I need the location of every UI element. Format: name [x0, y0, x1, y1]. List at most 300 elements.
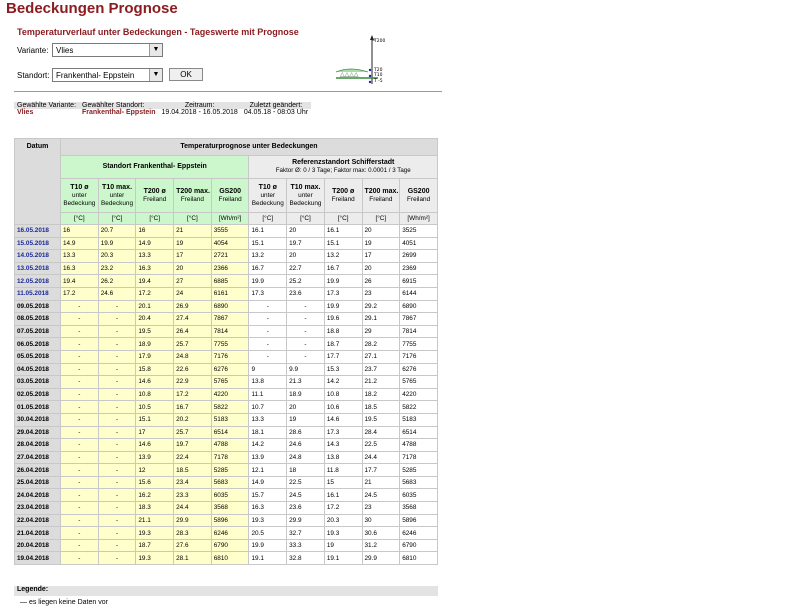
- value-cell: 6514: [400, 426, 438, 439]
- chevron-down-icon[interactable]: ▼: [149, 69, 162, 81]
- table-row: [15, 502, 438, 515]
- value-cell: 20.1: [136, 300, 174, 313]
- value-cell: 19: [174, 237, 212, 250]
- column-header: [249, 179, 287, 213]
- t10-label: T10: [374, 73, 383, 78]
- value-cell: 5765: [400, 376, 438, 389]
- table-row: [15, 439, 438, 452]
- value-cell: 6890: [400, 300, 438, 313]
- value-cell: 25.7: [174, 338, 212, 351]
- value-cell: 13.3: [249, 413, 287, 426]
- value-cell: 32.7: [287, 527, 325, 540]
- value-cell: 10.7: [249, 401, 287, 414]
- table-row: [15, 325, 438, 338]
- value-cell: 3525: [400, 225, 438, 238]
- value-cell: 19.9: [324, 275, 362, 288]
- date-cell: 15.05.2018: [15, 237, 61, 250]
- value-cell: 6035: [400, 489, 438, 502]
- table-row: [15, 476, 438, 489]
- value-cell: 19.1: [249, 552, 287, 565]
- value-cell: -: [98, 426, 136, 439]
- value-cell: 9.9: [287, 363, 325, 376]
- value-cell: 16.3: [61, 262, 99, 275]
- value-cell: 19.9: [249, 275, 287, 288]
- value-cell: -: [61, 338, 99, 351]
- value-cell: 24.8: [174, 350, 212, 363]
- value-cell: 16.3: [249, 502, 287, 515]
- value-cell: 17.3: [249, 287, 287, 300]
- value-cell: 16: [136, 225, 174, 238]
- value-cell: 15.1: [324, 237, 362, 250]
- table-row: [15, 527, 438, 540]
- table-row: [15, 514, 438, 527]
- value-cell: 17.7: [362, 464, 400, 477]
- date-cell: 08.05.2018: [15, 313, 61, 326]
- value-cell: 20.3: [98, 250, 136, 263]
- value-cell: 14.9: [249, 476, 287, 489]
- t20-label: T20: [374, 68, 383, 73]
- column-header: [324, 179, 362, 213]
- value-cell: 2369: [400, 262, 438, 275]
- value-cell: 18.5: [362, 401, 400, 414]
- value-cell: 2721: [211, 250, 249, 263]
- value-cell: 14.2: [249, 439, 287, 452]
- value-cell: 18.9: [287, 388, 325, 401]
- value-cell: 17.3: [324, 426, 362, 439]
- value-cell: 16.7: [249, 262, 287, 275]
- value-cell: 5285: [211, 464, 249, 477]
- value-cell: -: [98, 338, 136, 351]
- value-cell: 4051: [400, 237, 438, 250]
- value-cell: 30.6: [362, 527, 400, 540]
- value-cell: 22.7: [287, 262, 325, 275]
- table-row: [15, 426, 438, 439]
- value-cell: 28.3: [174, 527, 212, 540]
- value-cell: 7814: [211, 325, 249, 338]
- value-cell: 13.2: [249, 250, 287, 263]
- value-cell: 13.3: [61, 250, 99, 263]
- value-cell: 18.7: [324, 338, 362, 351]
- value-cell: 28.1: [174, 552, 212, 565]
- value-cell: -: [61, 376, 99, 389]
- value-cell: 7867: [400, 313, 438, 326]
- value-cell: 29.1: [362, 313, 400, 326]
- value-cell: 9: [249, 363, 287, 376]
- value-cell: 22.5: [362, 439, 400, 452]
- value-cell: 19: [362, 237, 400, 250]
- table-row: [15, 350, 438, 363]
- datum-header: Datum: [15, 139, 61, 225]
- value-cell: -: [98, 350, 136, 363]
- unit-header: [Wh/m²]: [400, 213, 438, 225]
- value-cell: 7755: [211, 338, 249, 351]
- column-header: [211, 179, 249, 213]
- table-row: [15, 338, 438, 351]
- value-cell: 16.2: [136, 489, 174, 502]
- value-cell: 19.7: [287, 237, 325, 250]
- value-cell: 24.6: [98, 287, 136, 300]
- unit-header: [°C]: [324, 213, 362, 225]
- value-cell: 18.3: [136, 502, 174, 515]
- value-cell: 14.9: [136, 237, 174, 250]
- value-cell: 27.1: [362, 350, 400, 363]
- value-cell: -: [249, 300, 287, 313]
- unit-header: [°C]: [287, 213, 325, 225]
- value-cell: -: [61, 300, 99, 313]
- column-header-line: Bedeckung: [63, 199, 96, 207]
- table-row: [15, 287, 438, 300]
- value-cell: 24.8: [287, 451, 325, 464]
- value-cell: 21: [174, 225, 212, 238]
- value-cell: 19: [287, 413, 325, 426]
- standort-label: Standort:: [17, 71, 50, 80]
- value-cell: 23.6: [287, 502, 325, 515]
- date-cell: 09.05.2018: [15, 300, 61, 313]
- info-value: 19.04.2018 - 16.05.2018: [161, 109, 238, 116]
- value-cell: -: [98, 313, 136, 326]
- value-cell: 28.6: [287, 426, 325, 439]
- value-cell: 5822: [211, 401, 249, 414]
- date-cell: 13.05.2018: [15, 262, 61, 275]
- value-cell: -: [61, 464, 99, 477]
- value-cell: 29: [362, 325, 400, 338]
- value-cell: -: [61, 426, 99, 439]
- value-cell: 7814: [400, 325, 438, 338]
- value-cell: 28.2: [362, 338, 400, 351]
- value-cell: 5822: [400, 401, 438, 414]
- value-cell: -: [61, 489, 99, 502]
- value-cell: 6035: [211, 489, 249, 502]
- value-cell: 19.5: [136, 325, 174, 338]
- value-cell: 4788: [400, 439, 438, 452]
- date-cell: 19.04.2018: [15, 552, 61, 565]
- value-cell: -: [287, 300, 325, 313]
- date-cell: 07.05.2018: [15, 325, 61, 338]
- unit-header: [°C]: [174, 213, 212, 225]
- column-header-line: T10 ø: [70, 184, 89, 192]
- value-cell: 24.4: [362, 451, 400, 464]
- date-cell: 11.05.2018: [15, 287, 61, 300]
- value-cell: -: [287, 325, 325, 338]
- value-cell: -: [98, 376, 136, 389]
- value-cell: -: [98, 464, 136, 477]
- table-row: [15, 225, 438, 238]
- value-cell: 3568: [400, 502, 438, 515]
- value-cell: 21.3: [287, 376, 325, 389]
- value-cell: 22.5: [287, 476, 325, 489]
- table-row: [15, 413, 438, 426]
- value-cell: 5683: [400, 476, 438, 489]
- legend-title: Legende:: [14, 586, 438, 596]
- value-cell: 20: [362, 262, 400, 275]
- table-row: [15, 363, 438, 376]
- value-cell: 19.9: [98, 237, 136, 250]
- table-row: [15, 464, 438, 477]
- value-cell: -: [98, 401, 136, 414]
- value-cell: 27.6: [174, 539, 212, 552]
- value-cell: 27: [174, 275, 212, 288]
- value-cell: -: [98, 300, 136, 313]
- value-cell: 4220: [400, 388, 438, 401]
- value-cell: 19: [324, 539, 362, 552]
- value-cell: -: [98, 514, 136, 527]
- value-cell: -: [98, 451, 136, 464]
- table-row: [15, 250, 438, 263]
- value-cell: 19.6: [324, 313, 362, 326]
- column-header-line: Freiland: [180, 195, 204, 203]
- value-cell: 4220: [211, 388, 249, 401]
- value-cell: 19.3: [136, 552, 174, 565]
- value-cell: 7178: [211, 451, 249, 464]
- value-cell: 14.2: [324, 376, 362, 389]
- date-cell: 04.05.2018: [15, 363, 61, 376]
- date-cell: 29.04.2018: [15, 426, 61, 439]
- value-cell: 24.6: [287, 439, 325, 452]
- value-cell: 5183: [211, 413, 249, 426]
- value-cell: 20.3: [324, 514, 362, 527]
- table-row: [15, 539, 438, 552]
- column-header-line: T200 max.: [176, 187, 210, 195]
- column-header-line: GS200: [407, 187, 430, 195]
- value-cell: 20: [362, 225, 400, 238]
- value-cell: -: [249, 350, 287, 363]
- date-cell: 01.05.2018: [15, 401, 61, 414]
- value-cell: 20: [287, 401, 325, 414]
- value-cell: -: [61, 502, 99, 515]
- unit-header: [°C]: [249, 213, 287, 225]
- forecast-table: [14, 138, 438, 565]
- date-cell: 06.05.2018: [15, 338, 61, 351]
- value-cell: 15.8: [136, 363, 174, 376]
- value-cell: 13.9: [136, 451, 174, 464]
- value-cell: 4788: [211, 439, 249, 452]
- value-cell: 13.8: [249, 376, 287, 389]
- table-row: [15, 300, 438, 313]
- value-cell: -: [61, 401, 99, 414]
- value-cell: 13.3: [136, 250, 174, 263]
- t200-label: T200: [374, 39, 386, 44]
- value-cell: 7755: [400, 338, 438, 351]
- value-cell: -: [98, 476, 136, 489]
- date-cell: 14.05.2018: [15, 250, 61, 263]
- column-header-line: unter: [298, 192, 313, 200]
- value-cell: 5765: [211, 376, 249, 389]
- value-cell: 16.7: [174, 401, 212, 414]
- value-cell: -: [61, 552, 99, 565]
- value-cell: 6144: [400, 287, 438, 300]
- value-cell: 6276: [211, 363, 249, 376]
- faktor-text: Faktor Ø: 0 / 3 Tage; Faktor max: 0.0001 / 3 Tage: [275, 167, 411, 175]
- standort-select[interactable]: [52, 68, 163, 82]
- value-cell: 10.8: [136, 388, 174, 401]
- value-cell: 2366: [211, 262, 249, 275]
- value-cell: 18.1: [249, 426, 287, 439]
- value-cell: 23: [362, 287, 400, 300]
- value-cell: -: [61, 439, 99, 452]
- column-header-line: unter: [72, 192, 87, 200]
- column-header: [400, 179, 438, 213]
- table-row: [15, 489, 438, 502]
- value-cell: 21: [362, 476, 400, 489]
- date-cell: 20.04.2018: [15, 539, 61, 552]
- value-cell: 18.5: [174, 464, 212, 477]
- column-header: [136, 179, 174, 213]
- value-cell: 28.4: [362, 426, 400, 439]
- value-cell: -: [98, 388, 136, 401]
- value-cell: 13.2: [324, 250, 362, 263]
- value-cell: 19.3: [324, 527, 362, 540]
- value-cell: 15.3: [324, 363, 362, 376]
- value-cell: 6276: [400, 363, 438, 376]
- value-cell: -: [61, 476, 99, 489]
- value-cell: 17.2: [136, 287, 174, 300]
- value-cell: 13.9: [249, 451, 287, 464]
- column-header-line: GS200: [219, 187, 241, 195]
- date-cell: 27.04.2018: [15, 451, 61, 464]
- value-cell: -: [287, 350, 325, 363]
- value-cell: 23.7: [362, 363, 400, 376]
- value-cell: 12.1: [249, 464, 287, 477]
- table-row: [15, 451, 438, 464]
- value-cell: 26: [362, 275, 400, 288]
- table-row: [15, 388, 438, 401]
- column-header: [98, 179, 136, 213]
- value-cell: 26.9: [174, 300, 212, 313]
- chevron-down-icon[interactable]: ▼: [149, 44, 162, 56]
- value-cell: -: [98, 439, 136, 452]
- value-cell: 21.1: [136, 514, 174, 527]
- column-header-line: T200 max.: [364, 187, 399, 195]
- value-cell: 17.2: [174, 388, 212, 401]
- column-header-line: unter: [260, 192, 276, 200]
- value-cell: 3568: [211, 502, 249, 515]
- value-cell: 12: [136, 464, 174, 477]
- variante-select[interactable]: [52, 43, 163, 57]
- column-header: [61, 179, 99, 213]
- value-cell: 6915: [400, 275, 438, 288]
- value-cell: 19.4: [136, 275, 174, 288]
- table-row: [15, 237, 438, 250]
- value-cell: 16: [61, 225, 99, 238]
- column-header: [362, 179, 400, 213]
- value-cell: 23: [362, 502, 400, 515]
- value-cell: -: [98, 363, 136, 376]
- page-title: Bedeckungen Prognose: [6, 0, 178, 17]
- variante-value: Vlies: [56, 46, 74, 55]
- value-cell: 22.6: [174, 363, 212, 376]
- value-cell: 27.4: [174, 313, 212, 326]
- value-cell: 5683: [211, 476, 249, 489]
- value-cell: 6810: [400, 552, 438, 565]
- column-header-line: unter: [109, 192, 125, 200]
- value-cell: 18.7: [136, 539, 174, 552]
- page-subtitle: Temperaturverlauf unter Bedeckungen - Tageswerte mit Prognose: [17, 27, 299, 37]
- unit-header: [°C]: [61, 213, 99, 225]
- selection-info: [14, 102, 311, 116]
- unit-header: [Wh/m²]: [211, 213, 249, 225]
- value-cell: -: [98, 489, 136, 502]
- value-cell: 31.2: [362, 539, 400, 552]
- column-header-line: Freiland: [218, 195, 242, 203]
- date-cell: 02.05.2018: [15, 388, 61, 401]
- value-cell: 26.2: [98, 275, 136, 288]
- value-cell: -: [61, 388, 99, 401]
- column-header-line: T10 max.: [102, 184, 133, 192]
- value-cell: 19.3: [136, 527, 174, 540]
- value-cell: 6514: [211, 426, 249, 439]
- value-cell: 15: [324, 476, 362, 489]
- value-cell: 14.6: [136, 376, 174, 389]
- value-cell: 16.1: [324, 489, 362, 502]
- value-cell: 17: [174, 250, 212, 263]
- value-cell: 15.1: [136, 413, 174, 426]
- value-cell: 5285: [400, 464, 438, 477]
- value-cell: 3555: [211, 225, 249, 238]
- value-cell: 19.4: [61, 275, 99, 288]
- value-cell: 24.5: [287, 489, 325, 502]
- value-cell: 6890: [211, 300, 249, 313]
- value-cell: 29.2: [362, 300, 400, 313]
- value-cell: 25.2: [287, 275, 325, 288]
- info-value: Vlies: [17, 109, 34, 116]
- value-cell: 19.1: [324, 552, 362, 565]
- value-cell: -: [249, 325, 287, 338]
- value-cell: -: [61, 514, 99, 527]
- value-cell: 21.2: [362, 376, 400, 389]
- value-cell: -: [61, 313, 99, 326]
- value-cell: 18.2: [362, 388, 400, 401]
- value-cell: 15.7: [249, 489, 287, 502]
- value-cell: 7178: [400, 451, 438, 464]
- column-header: [174, 179, 212, 213]
- date-cell: 30.04.2018: [15, 413, 61, 426]
- value-cell: 17.9: [136, 350, 174, 363]
- column-header-line: Freiland: [407, 195, 431, 203]
- value-cell: 14.6: [136, 439, 174, 452]
- column-header-line: T200 ø: [332, 187, 355, 195]
- value-cell: 18: [287, 464, 325, 477]
- table-row: [15, 401, 438, 414]
- value-cell: 19.9: [249, 539, 287, 552]
- value-cell: 26.4: [174, 325, 212, 338]
- value-cell: -: [61, 350, 99, 363]
- value-cell: -: [98, 539, 136, 552]
- value-cell: 29.9: [287, 514, 325, 527]
- date-cell: 26.04.2018: [15, 464, 61, 477]
- value-cell: 4054: [211, 237, 249, 250]
- info-header: Zuletzt geändert:: [241, 102, 311, 109]
- value-cell: 19.9: [324, 300, 362, 313]
- value-cell: 16.1: [324, 225, 362, 238]
- value-cell: 17.2: [61, 287, 99, 300]
- table-row: [15, 552, 438, 565]
- value-cell: -: [287, 313, 325, 326]
- unit-header: [°C]: [362, 213, 400, 225]
- value-cell: 33.3: [287, 539, 325, 552]
- value-cell: 18.8: [324, 325, 362, 338]
- value-cell: 22.4: [174, 451, 212, 464]
- value-cell: 17.7: [324, 350, 362, 363]
- value-cell: 13.8: [324, 451, 362, 464]
- ok-button[interactable]: OK: [169, 68, 203, 81]
- date-cell: 05.05.2018: [15, 350, 61, 363]
- value-cell: 14.6: [324, 413, 362, 426]
- value-cell: 20: [174, 262, 212, 275]
- value-cell: 16.3: [136, 262, 174, 275]
- date-cell: 21.04.2018: [15, 527, 61, 540]
- value-cell: 17.3: [324, 287, 362, 300]
- date-cell: 24.04.2018: [15, 489, 61, 502]
